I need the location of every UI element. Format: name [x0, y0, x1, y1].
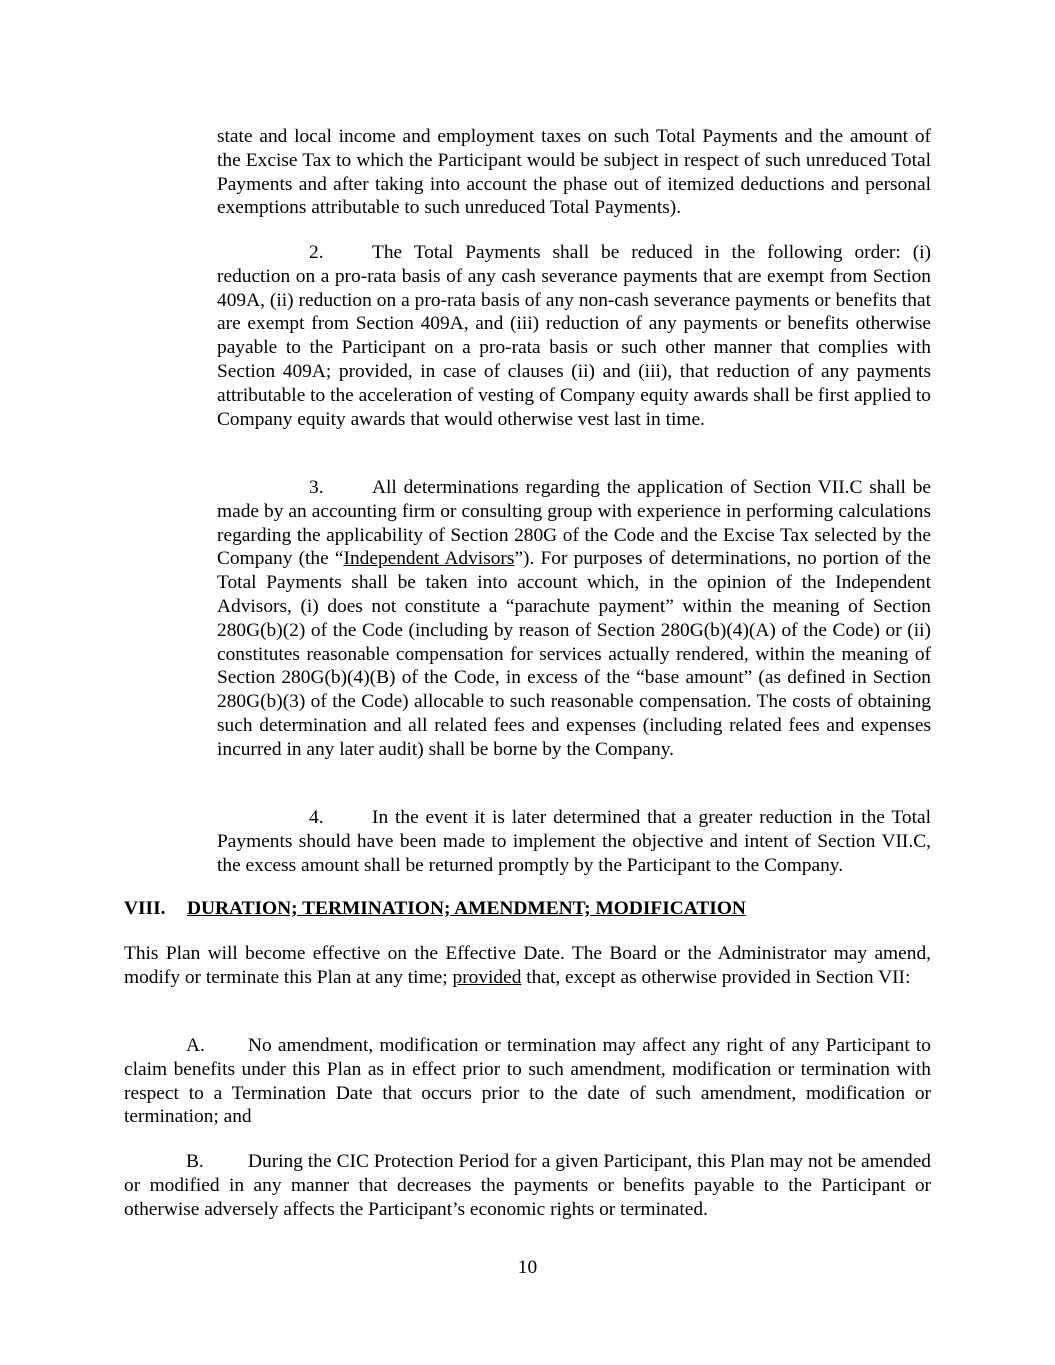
section-viii-title: DURATION; TERMINATION; AMENDMENT; MODIFICATION [187, 898, 746, 919]
paragraph-3 [217, 476, 931, 762]
defined-term-independent-advisors: Independent Advisors [343, 548, 515, 570]
paragraph-3-text-a: All determinations regarding the application of Section VII.C shall be made by an accounting firm or consulting group with experience in performing calculations regarding the applicability of Section 280G of the Code and the Excise Tax selected by the Company (the “ [217, 477, 931, 570]
section-viii-number: VIII. [124, 898, 166, 919]
term-provided: provided [452, 966, 522, 988]
paragraph-3-text-b: ”). For purposes of determinations, no portion of the Total Payments shall be taken into account which, in the opinion of the Independent Advisors, (i) does not constitute a “parachute payment” within the meaning of Section 280G(b)(2) of the Code (including by reason of Section 280G(b)(4)(A) of the Code) or (ii) constitutes reasonable compensation for services actually rendered, within the meaning of Section 280G(b)(4)(B) of the Code, in excess of the “base amount” (as defined in Section 280G(b)(3) of the Code) allocable to such reasonable compensation. The costs of obtaining such determination and all related fees and expenses (including related fees and expenses incurred in any later audit) shall be borne by the Company. [217, 548, 931, 760]
paragraph-4 [217, 806, 931, 877]
paragraph-2-number: 2. [309, 242, 324, 263]
item-b-text: During the CIC Protection Period for a given Participant, this Plan may not be amended or modified in any manner that decreases the payments or benefits payable to the Participant or otherwise adversely affects the Participant’s economic rights or terminated. [124, 1151, 931, 1220]
paragraph-continuation [217, 125, 931, 220]
paragraph-4-number: 4. [309, 807, 324, 828]
page-number: 10 [517, 1257, 538, 1278]
item-b-letter: B. [186, 1151, 204, 1172]
paragraph-3-number: 3. [309, 477, 324, 498]
section-viii-item-b [124, 1150, 931, 1221]
item-a-letter: A. [186, 1035, 205, 1056]
section-viii-intro-text-a: This Plan will become effective on the Effective Date. The Board or the Administrator may amend, modify or terminate this Plan at any time; [124, 943, 931, 988]
item-a-text: No amendment, modification or termination may affect any right of any Participant to claim benefits under this Plan as in effect prior to such amendment, modification or termination with respect to a Termination Date that occurs prior to the date of such amendment, modification or termination; and [124, 1035, 931, 1128]
section-viii-intro [124, 942, 931, 990]
paragraph-2-text: The Total Payments shall be reduced in the following order: (i) reduction on a pro-rata basis of any cash severance payments that are exempt from Section 409A, (ii) reduction on a pro-rata basis of any non-cash severance payments or benefits that are exempt from Section 409A, and (iii) reduction of any payments or benefits otherwise payable to the Participant on a pro-rata basis or such other manner that complies with Section 409A; provided, in case of clauses (ii) and (iii), that reduction of any payments attributable to the acceleration of vesting of Company equity awards shall be first applied to Company equity awards that would otherwise vest last in time. [217, 242, 932, 430]
section-viii-item-a [124, 1034, 931, 1129]
section-viii-intro-text-b: that, except as otherwise provided in Section VII: [521, 966, 911, 988]
section-viii-heading [124, 897, 746, 921]
paragraph-2 [217, 241, 931, 431]
paragraph-continuation-text: state and local income and employment taxes on such Total Payments and the amount of the Excise Tax to which the Participant would be subject in respect of such unreduced Total Payments and after taking into account the phase out of itemized deductions and personal exemptions attributable to such unreduced Total Payments). [217, 126, 931, 219]
paragraph-4-text: In the event it is later determined that a greater reduction in the Total Payments should have been made to implement the objective and intent of Section VII.C, the excess amount shall be returned promptly by the Participant to the Company. [217, 807, 931, 876]
